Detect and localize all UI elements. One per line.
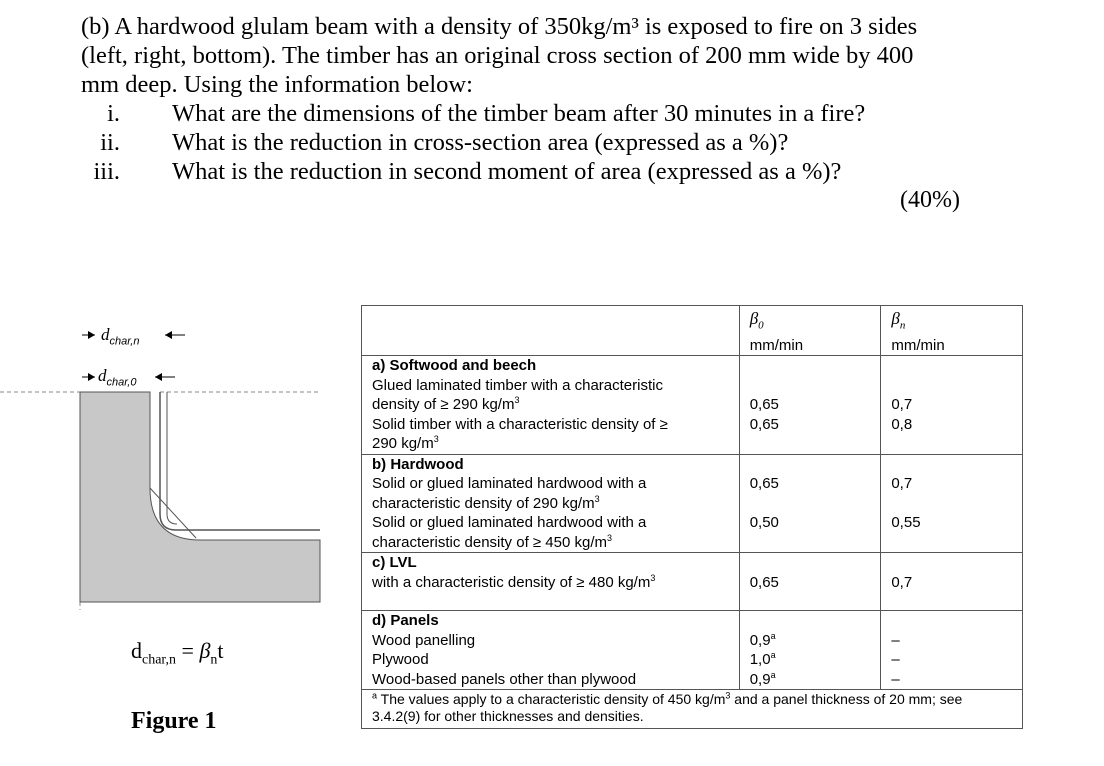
- table-row-panels: [362, 611, 1023, 690]
- table-footnote-row: [362, 690, 1023, 729]
- char-formula: $d_{char,n} = \beta_nt$: [131, 638, 224, 668]
- question-intro: [81, 12, 981, 99]
- label-dchar-0: $d_{char,0}$: [98, 366, 137, 389]
- header-betan: $\beta_n$ mm/min: [881, 306, 1023, 356]
- table-header-row: [362, 306, 1023, 356]
- lvl-beta0: 0,65: [739, 553, 881, 611]
- section-title: d) Panels: [372, 612, 439, 630]
- item-text: What are the dimensions of the timber beam after 30 minutes in a fire?: [172, 100, 866, 127]
- lvl-betan: 0,7: [881, 553, 1023, 611]
- arrow-head: [88, 331, 95, 339]
- arrow-head: [165, 331, 172, 339]
- section-title: a) Softwood and beech: [372, 357, 537, 375]
- hardwood-beta0: 0,65 0,50: [739, 454, 881, 553]
- table-row-lvl: [362, 553, 1023, 611]
- section-title: b) Hardwood: [372, 455, 464, 473]
- item-number: iii.: [93, 158, 120, 185]
- item-text: What is the reduction in cross-section area (expressed as a %)?: [172, 129, 789, 156]
- marks-label: (40%): [900, 187, 960, 213]
- panels-beta0: 0,9$^a$ 1,0$^a$ 0,9$^a$: [739, 611, 881, 690]
- hardwood-cell: b) Hardwood Solid or glued laminated hardwood with a characteristic density of 290 $kg/m^3$ Solid or glued laminated hardwood with a characteristic density of ≥ 450 $kg/m^3$: [362, 454, 740, 553]
- figure-caption: Figure 1: [131, 708, 217, 734]
- char-diagram: [0, 300, 360, 640]
- intro-line: mm deep. Using the information below:: [81, 71, 473, 98]
- char-depth-figure: [0, 300, 360, 766]
- header-beta0: $\beta_0$ mm/min: [739, 306, 881, 356]
- table-row-hardwood: [362, 454, 1023, 553]
- softwood-betan: 0,7 0,8: [881, 356, 1023, 455]
- panels-cell: d) Panels Wood panelling Plywood Wood-based panels other than plywood: [362, 611, 740, 690]
- item-number: ii.: [100, 129, 120, 156]
- softwood-beta0: 0,65 0,65: [739, 356, 881, 455]
- softwood-cell: a) Softwood and beech Glued laminated timber with a characteristic density of ≥ 290 $kg/m^3$ Solid timber with a characteristic density of ≥ 290 $kg/m^3$: [362, 356, 740, 455]
- table-row-softwood: [362, 356, 1023, 455]
- arrow-head: [155, 373, 162, 381]
- char-layer: [80, 392, 320, 602]
- panels-betan: – – –: [881, 611, 1023, 690]
- residual-outline: [160, 392, 320, 530]
- inner-outline: [167, 392, 177, 524]
- intro-line: (b) A hardwood glulam beam with a density of 350kg/m³ is exposed to fire on 3 sides: [81, 13, 918, 40]
- item-number: i.: [107, 100, 120, 127]
- section-title: c) LVL: [372, 554, 417, 572]
- hardwood-betan: 0,7 0,55: [881, 454, 1023, 553]
- header-empty-cell: [362, 306, 740, 356]
- label-dchar-n: $d_{char,n}$: [101, 325, 140, 348]
- table-footnote: $^a$ The values apply to a characteristic density of 450 $kg/m^3$ and a panel thickness of 20 mm; see 3.4.2(9) for other thicknesses and densities.: [362, 690, 1023, 729]
- lvl-cell: c) LVL with a characteristic density of ≥ 480 $kg/m^3$: [362, 553, 740, 611]
- arrow-head: [88, 373, 95, 381]
- charring-rate-table: [361, 305, 1023, 729]
- item-text: What is the reduction in second moment of area (expressed as a %)?: [172, 158, 842, 185]
- intro-line: (left, right, bottom). The timber has an original cross section of 200 mm wide by 400: [81, 42, 914, 69]
